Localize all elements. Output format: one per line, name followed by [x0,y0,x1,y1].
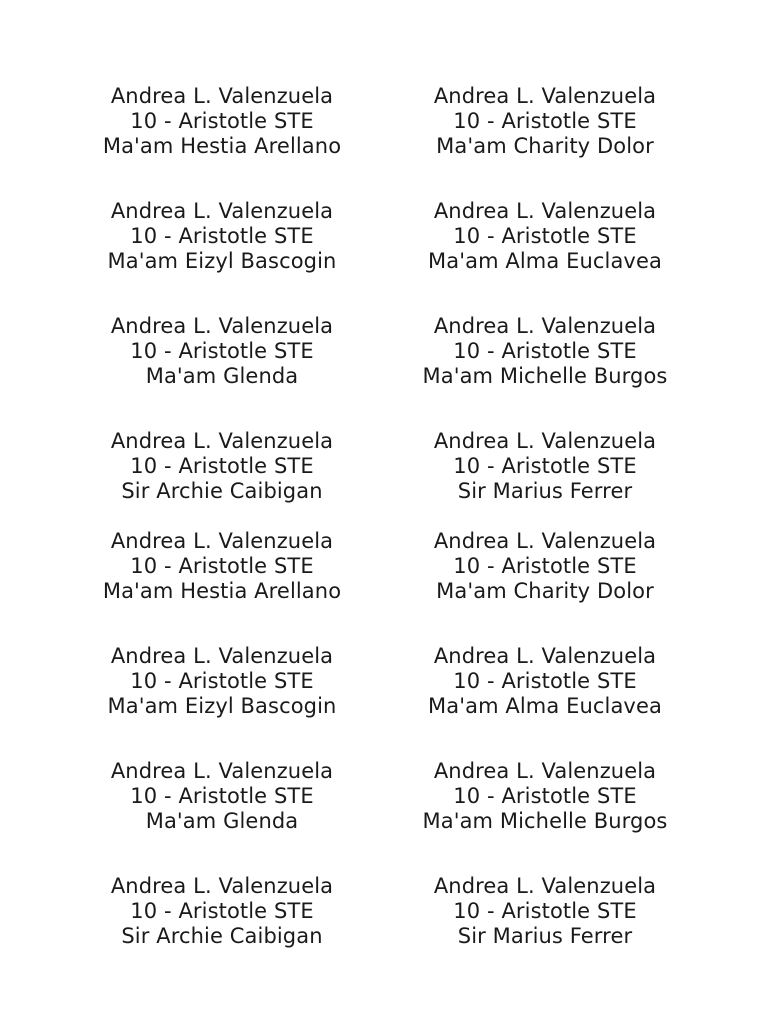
class-section: 10 - Aristotle STE [453,109,637,133]
teacher-name: Ma'am Glenda [145,809,299,833]
teacher-name: Ma'am Michelle Burgos [422,809,668,833]
teacher-name: Sir Marius Ferrer [457,479,633,503]
label-card [385,199,705,274]
teacher-name: Sir Archie Caibigan [121,924,323,948]
class-section: 10 - Aristotle STE [453,339,637,363]
teacher-name: Ma'am Eizyl Bascogin [107,249,337,273]
student-name: Andrea L. Valenzuela [433,314,657,338]
label-card [385,644,705,719]
label-card [62,84,382,159]
class-section: 10 - Aristotle STE [453,554,637,578]
teacher-name: Ma'am Hestia Arellano [102,579,342,603]
teacher-name: Ma'am Glenda [145,364,299,388]
label-card [62,314,382,389]
class-section: 10 - Aristotle STE [130,899,314,923]
class-section: 10 - Aristotle STE [453,669,637,693]
label-card [385,529,705,604]
label-card [62,759,382,834]
teacher-name: Ma'am Hestia Arellano [102,134,342,158]
student-name: Andrea L. Valenzuela [433,199,657,223]
label-card [62,644,382,719]
label-card [385,874,705,949]
class-section: 10 - Aristotle STE [453,899,637,923]
teacher-name: Ma'am Michelle Burgos [422,364,668,388]
label-card [385,759,705,834]
label-card [385,84,705,159]
teacher-name: Sir Marius Ferrer [457,924,633,948]
teacher-name: Ma'am Alma Euclavea [428,694,662,718]
label-card [62,429,382,504]
label-card [385,314,705,389]
student-name: Andrea L. Valenzuela [110,199,334,223]
student-name: Andrea L. Valenzuela [110,429,334,453]
student-name: Andrea L. Valenzuela [110,84,334,108]
student-name: Andrea L. Valenzuela [433,759,657,783]
label-card [62,874,382,949]
class-section: 10 - Aristotle STE [453,784,637,808]
class-section: 10 - Aristotle STE [453,454,637,478]
class-section: 10 - Aristotle STE [130,454,314,478]
label-card [385,429,705,504]
student-name: Andrea L. Valenzuela [433,84,657,108]
student-name: Andrea L. Valenzuela [110,759,334,783]
student-name: Andrea L. Valenzuela [433,644,657,668]
student-name: Andrea L. Valenzuela [110,314,334,338]
teacher-name: Ma'am Charity Dolor [436,579,654,603]
label-card [62,529,382,604]
class-section: 10 - Aristotle STE [130,784,314,808]
class-section: 10 - Aristotle STE [130,224,314,248]
student-name: Andrea L. Valenzuela [110,644,334,668]
teacher-name: Sir Archie Caibigan [121,479,323,503]
student-name: Andrea L. Valenzuela [433,874,657,898]
class-section: 10 - Aristotle STE [130,339,314,363]
teacher-name: Ma'am Alma Euclavea [428,249,662,273]
class-section: 10 - Aristotle STE [453,224,637,248]
teacher-name: Ma'am Charity Dolor [436,134,654,158]
teacher-name: Ma'am Eizyl Bascogin [107,694,337,718]
student-name: Andrea L. Valenzuela [110,874,334,898]
label-card [62,199,382,274]
class-section: 10 - Aristotle STE [130,109,314,133]
student-name: Andrea L. Valenzuela [110,529,334,553]
class-section: 10 - Aristotle STE [130,554,314,578]
class-section: 10 - Aristotle STE [130,669,314,693]
student-name: Andrea L. Valenzuela [433,429,657,453]
student-name: Andrea L. Valenzuela [433,529,657,553]
